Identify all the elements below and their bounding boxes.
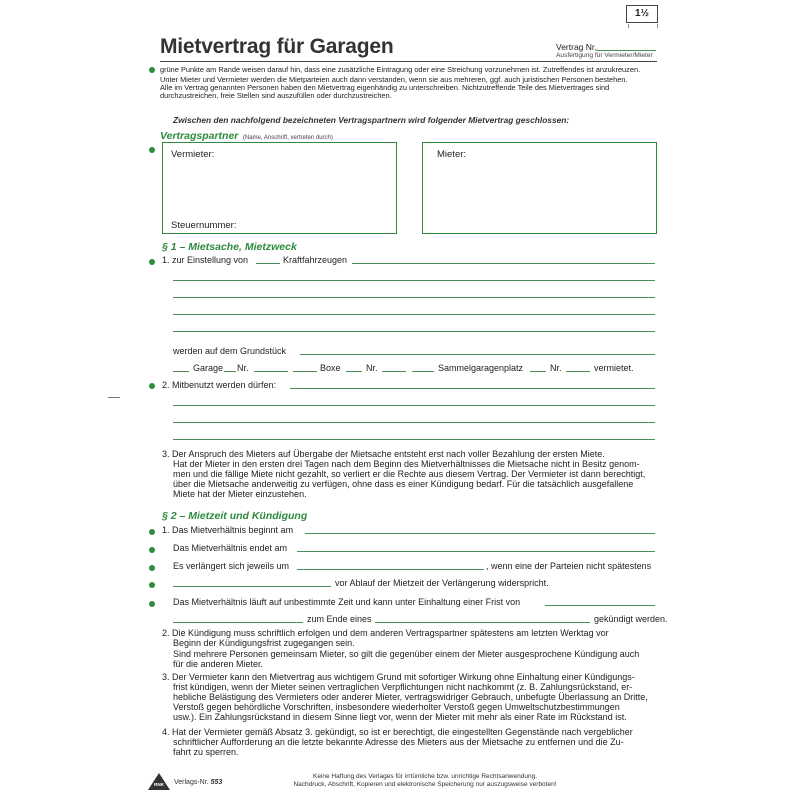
s2-p2-line-1: 2. Die Kündigung muss schriftlich erfolgen und dem anderen Vertragspartner spätestens am letzten Werktag vor	[162, 628, 609, 638]
sammel-no-field-a[interactable]	[530, 371, 546, 372]
s1-p2-label: 2. Mitbenutzt werden dürfen:	[162, 380, 277, 390]
s1-p1-dot	[149, 259, 155, 265]
s1-nr-label-1: Nr.	[237, 363, 249, 373]
box-no-field-a[interactable]	[346, 371, 362, 372]
note-line-3: Alle im Vertrag genannten Personen haben den Mietvertrag eigenhändig zu unterschreiben. Nichtzutreffende Teile des Mietvertrages sind	[160, 83, 610, 92]
s1-p2-line-0[interactable]	[290, 388, 655, 389]
s2-before-dot	[149, 582, 155, 588]
form-badge: 1½	[626, 5, 658, 23]
sammel-count-field[interactable]	[412, 371, 434, 372]
footer-disclaimer-2: Nachdruck, Abschrift, Kopieren und elektronische Speicherung nur auszugsweise verboten!	[293, 781, 557, 788]
badge-grid	[628, 24, 658, 28]
end-date-field[interactable]	[297, 551, 655, 552]
s1-p3-line-2: Hat der Mieter in den ersten drei Tagen nach dem Beginn des Mietverhältnisses die Mietsache nicht in Besitz genom-	[173, 459, 640, 469]
s1-p1-line-3[interactable]	[173, 314, 655, 315]
s1-p1-line-4[interactable]	[173, 331, 655, 332]
s2-begin-label: 1. Das Mietverhältnis beginnt am	[162, 525, 294, 535]
publisher-number-label: Verlags-Nr.	[174, 779, 209, 786]
s2-p3-line-3: hebliche Belästigung des Vermieters oder anderer Mieter, vertragswidriger Gebrauch, unbefugte Überlassung an Dritte,	[173, 692, 648, 702]
s1-p3-line-4: über die Mietsache anderweitig zu verfügen, ohne dass es einer Kündigung bedarf. Für die tatsächlich ausgefallene	[173, 479, 634, 489]
objection-period-field[interactable]	[173, 586, 331, 587]
s2-end-label: Das Mietverhältnis endet am	[173, 543, 288, 553]
s1-p3-line-1: 3. Der Anspruch des Mieters auf Übergabe der Mietsache entsteht erst nach voller Bezahlung der ersten Miete.	[162, 449, 605, 459]
s2-p4-line-3: fahrt zu sperren.	[173, 747, 239, 757]
s2-p4-line-1: 4. Hat der Vermieter gemäß Absatz 3. gekündigt, so ist er berechtigt, die eingestellten Gegenstände nach vergeblicher	[162, 727, 633, 737]
s1-p2-line-1[interactable]	[173, 405, 655, 406]
note-line-2: Unter Mieter und Vermieter werden die Mietparteien auch dann verstanden, wenn sie aus mehreren, ggf. auch juristischen Personen bestehen.	[160, 75, 628, 84]
s1-p1-label: 1. zur Einstellung von	[162, 255, 249, 265]
s1-p1-vehicles: Kraftfahrzeugen	[283, 255, 348, 265]
margin-mark	[108, 397, 120, 398]
s2-gekuendigt-label: gekündigt werden.	[594, 614, 668, 624]
s2-p3-line-4: Verstoß gegen behördliche Vorschriften, insbesondere wiederholter Verstoß gegen Umweltschutzbestimmungen	[173, 702, 620, 712]
garage-no-field-a[interactable]	[224, 371, 236, 372]
s1-nr-label-3: Nr.	[550, 363, 562, 373]
s2-p4-line-2: schriftlicher Aufforderung an die letzte bekannte Adresse des Mieters aus der Mietsache zu entfernen und die Zu-	[173, 737, 624, 747]
box-count-field[interactable]	[293, 371, 317, 372]
s2-end-dot	[149, 547, 155, 553]
tenant-box[interactable]	[422, 142, 657, 234]
s2-p3-line-5: usw.). Ein Zahlungsrückstand in diesem Sinne liegt vor, wenn der Mieter mit mehr als einer Rate im Rückstand ist.	[173, 712, 627, 722]
contract-no-field[interactable]	[596, 50, 656, 51]
garage-count-field[interactable]	[173, 371, 189, 372]
note-line-1: grüne Punkte am Rande weisen darauf hin, dass eine zusätzliche Eintragung oder eine Streichung vorzunehmen ist. Zutreffendes ist anzukreuzen.	[160, 65, 641, 74]
s2-p2-line-4: für die anderen Mieter.	[173, 659, 264, 669]
s1-p2-dot	[149, 383, 155, 389]
page-title: Mietvertrag für Garagen	[160, 35, 394, 58]
note-line-4: durchzustreichen, freie Stellen sind auszufüllen oder durchzustreichen.	[160, 91, 392, 100]
intro-text: Zwischen den nachfolgend bezeichneten Vertragspartnern wird folgender Mietvertrag geschlossen:	[173, 115, 570, 125]
s1-p1-line-1[interactable]	[173, 280, 655, 281]
s1-p3-line-3: men und die fällige Miete nicht gezahlt, so verliert er die Rechte aus diesem Vertrag. Der Vermieter ist dann berechtigt,	[173, 469, 646, 479]
s2-ext-label: Es verlängert sich jeweils um	[173, 561, 290, 571]
landlord-box[interactable]	[162, 142, 397, 234]
tax-number-label: Steuernummer:	[171, 220, 237, 231]
partners-dot	[149, 147, 155, 153]
title-rule	[160, 61, 657, 62]
garage-no-field[interactable]	[254, 371, 288, 372]
s2-before-label: vor Ablauf der Mietzeit der Verlängerung widerspricht.	[335, 578, 549, 588]
s2-ext-tail: , wenn eine der Parteien nicht spätestens	[486, 561, 652, 571]
copy-label: Ausfertigung für Vermieter/Mieter	[556, 52, 653, 59]
s1-sammel-label: Sammelgaragenplatz	[438, 363, 524, 373]
box-no-field[interactable]	[382, 371, 406, 372]
partners-heading-text: Vertragspartner	[160, 130, 239, 142]
s1-p2-line-2[interactable]	[173, 422, 655, 423]
s1-nr-label-2: Nr.	[366, 363, 378, 373]
landlord-label: Vermieter:	[171, 149, 215, 160]
s1-p3-line-5: Miete hat der Mieter einzustehen.	[173, 489, 307, 499]
begin-date-field[interactable]	[305, 533, 655, 534]
period-unit-field[interactable]	[375, 622, 590, 623]
publisher-number-value: 553	[210, 779, 223, 786]
tenant-label: Mieter:	[437, 149, 467, 160]
property-field[interactable]	[300, 354, 655, 355]
vehicle-count-field[interactable]	[256, 263, 280, 264]
section-2-heading: § 2 – Mietzeit und Kündigung	[162, 510, 308, 522]
s1-boxe-label: Boxe	[320, 363, 341, 373]
s2-indef-label: Das Mietverhältnis läuft auf unbestimmte Zeit und kann unter Einhaltung einer Frist von	[173, 597, 521, 607]
s1-vermietet-label: vermietet.	[594, 363, 634, 373]
extension-field[interactable]	[297, 569, 484, 570]
notice-period-field[interactable]	[545, 605, 655, 606]
s1-p1-line-2[interactable]	[173, 297, 655, 298]
s2-endof-label: zum Ende eines	[307, 614, 372, 624]
s2-p3-line-2: frist kündigen, wenn der Mieter seinen vertraglichen Verpflichtungen nicht nachkommt (z. B. Zahlungsrückstand, er-	[173, 682, 633, 692]
s2-p2-line-2: Beginn der Kündigungsfrist zugegangen sein.	[173, 638, 355, 648]
s2-p2-line-3: Sind mehrere Personen gemeinsam Mieter, so gilt die gegenüber einem der Mieter ausgesprochene Kündigung auch	[173, 649, 640, 659]
s2-p3-line-1: 3. Der Vermieter kann den Mietvertrag aus wichtigem Grund mit sofortiger Wirkung ohne Einhaltung einer Kündigungs-	[162, 672, 635, 682]
s2-indef-dot	[149, 601, 155, 607]
footer-disclaimer-1: Keine Haftung des Verlages für irrtümliche bzw. unrichtige Rechtsanwendung.	[312, 773, 537, 780]
partners-subheading: (Name, Anschrift, vertreten durch)	[242, 135, 333, 141]
publisher-logo-text: RNK	[154, 782, 164, 787]
notice-period-cont-field[interactable]	[173, 622, 303, 623]
s1-property-label: werden auf dem Grundstück	[173, 346, 287, 356]
s1-garage-label: Garage	[193, 363, 224, 373]
s1-p1-line-0[interactable]	[352, 263, 655, 264]
note-dot	[149, 67, 155, 73]
contract-no-label: Vertrag Nr.	[556, 42, 597, 52]
s2-ext-dot	[149, 565, 155, 571]
s1-p2-line-3[interactable]	[173, 439, 655, 440]
sammel-no-field[interactable]	[566, 371, 590, 372]
publisher-number	[174, 779, 222, 786]
section-1-heading: § 1 – Mietsache, Mietzweck	[162, 241, 297, 253]
s2-begin-dot	[149, 529, 155, 535]
